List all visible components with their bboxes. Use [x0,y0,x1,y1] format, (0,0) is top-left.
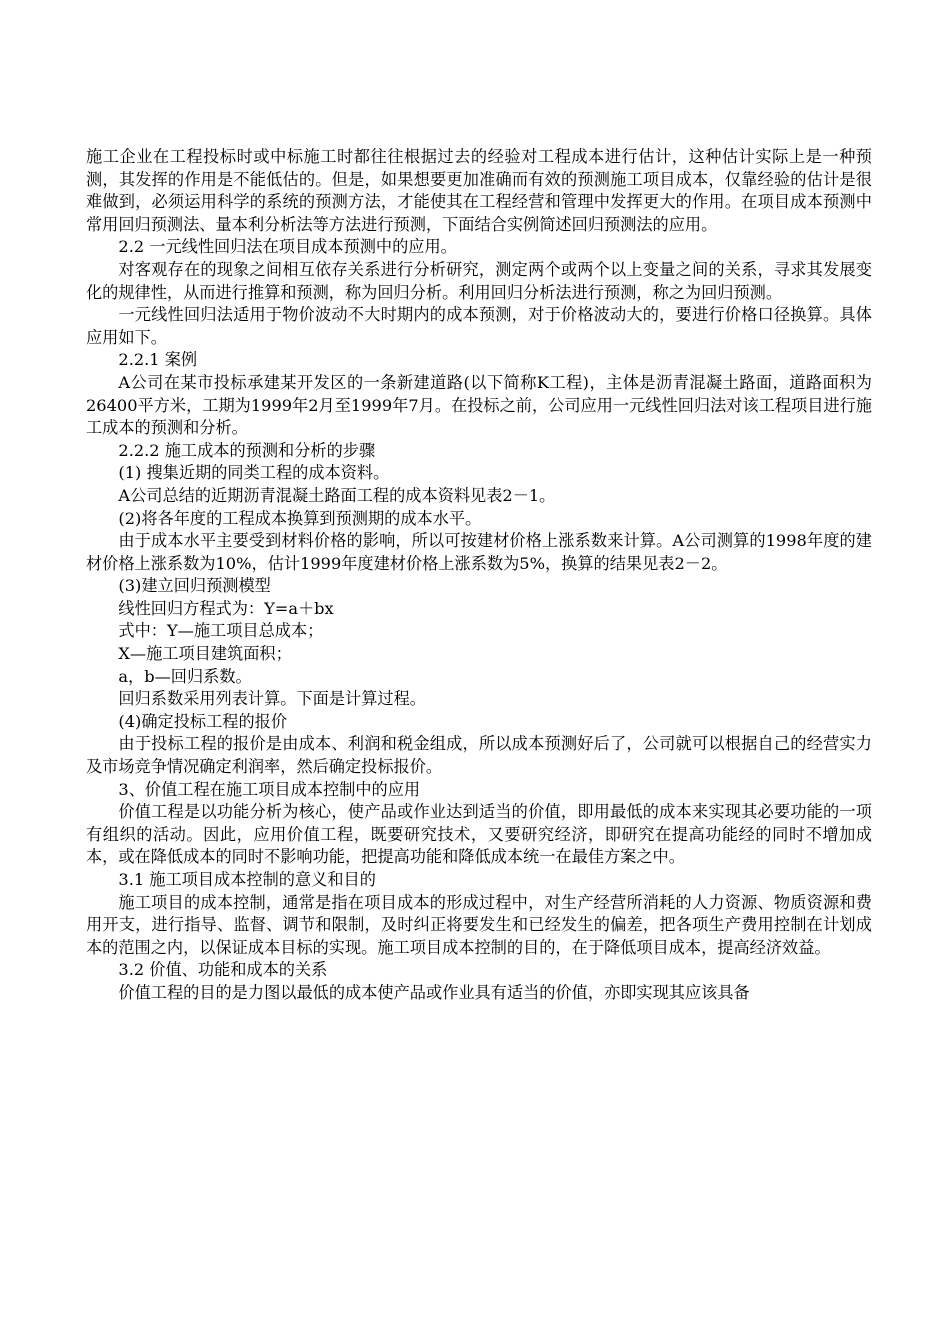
section-heading-2-2-2: 2.2.2 施工成本的预测和分析的步骤 [118,440,376,460]
paragraph-cost-control: 施工项目的成本控制，通常是指在项目成本的形成过程中，对生产经营所消耗的人力资源、物质资源和费用开支，进行指导、监督、调节和限制，及时纠正将要发生和已经发生的偏差，把各项生产费用控制在计划成本的范围之内，以保证成本目标的实现。施工项目成本控制的目的，在于降低项目成本，提高经济效益。 [86,892,872,957]
formula-legend-y: 式中：Y—施工项目总成本； [118,621,324,641]
intro-paragraph: 施工企业在工程投标时或中标施工时都往往根据过去的经验对工程成本进行估计，这种估计实际上是一种预测，其发挥的作用是不能低估的。但是，如果想要更加准确而有效的预测施工项目成本，仅靠经验的估计是很难做到，必须运用科学的系统的预测方法，才能使其在工程经营和管理中发挥更大的作用。在项目成本预测中常用回归预测法、量本利分析法等方法进行预测，下面结合实例简述回归预测法的应用。 [86,147,872,234]
formula-calc-note: 回归系数采用列表计算。下面是计算过程。 [118,689,426,709]
section-heading-3-2: 3.2 价值、功能和成本的关系 [118,960,328,980]
formula-legend-x: X—施工项目建筑面积； [118,644,292,664]
paragraph-value-engineering: 价值工程是以功能分析为核心，使产品或作业达到适当的价值，即用最低的成本来实现其必要功能的一项有组织的活动。因此，应用价值工程，既要研究技术，又要研究经济，即研究在提高功能经的同时不增加成本，或在降低成本的同时不影响功能，把提高功能和降低成本统一在最佳方案之中。 [86,802,872,867]
section-heading-3: 3、价值工程在施工项目成本控制中的应用 [118,779,421,799]
step-1: (1) 搜集近期的同类工程的成本资料。 [118,463,390,483]
paragraph-regression-definition: 对客观存在的现象之间相互依存关系进行分析研究，测定两个或两个以上变量之间的关系，寻求其发展变化的规律性，从而进行推算和预测，称为回归分析。利用回归分析法进行预测，称之为回归预测。 [86,259,872,302]
paragraph-case: A公司在某市投标承建某开发区的一条新建道路(以下简称K工程)，主体是沥青混凝土路面，道路面积为26400平方米，工期为1999年2月至1999年7月。在投标之前，公司应用一元线性回归法对该工程项目进行施工成本的预测和分析。 [86,372,872,438]
section-heading-2-2-1: 2.2.1 案例 [118,350,198,370]
document-body [86,146,872,1005]
section-heading-2-2: 2.2 一元线性回归法在项目成本预测中的应用。 [118,237,457,257]
step-4: (4)确定投标工程的报价 [118,711,288,731]
formula-line: 线性回归方程式为：Y=a＋bx [118,598,334,618]
paragraph-value-function-cost: 价值工程的目的是力图以最低的成本使产品或作业具有适当的价值，亦即实现其应该具备 [118,982,750,1002]
paragraph-regression-scope: 一元线性回归法适用于物价波动不大时期内的成本预测，对于价格波动大的，要进行价格口径换算。具体应用如下。 [86,305,872,347]
section-heading-3-1: 3.1 施工项目成本控制的意义和目的 [118,870,376,889]
step-1-note: A公司总结的近期沥青混凝土路面工程的成本资料见表2－1。 [118,485,556,505]
paragraph-bid-price: 由于投标工程的报价是由成本、利润和税金组成，所以成本预测好后了，公司就可以根据自己的经营实力及市场竞争情况确定利润率，然后确定投标报价。 [86,734,872,777]
step-2: (2)将各年度的工程成本换算到预测期的成本水平。 [118,508,482,528]
step-3: (3)建立回归预测模型 [118,576,271,596]
paragraph-price-index: 由于成本水平主要受到材料价格的影响，所以可按建材价格上涨系数来计算。A公司测算的1998年度的建材价格上涨系数为10%，估计1999年度建材价格上涨系数为5%，换算的结果见表2－2。 [86,531,872,573]
formula-legend-ab: a，b—回归系数。 [118,666,252,686]
